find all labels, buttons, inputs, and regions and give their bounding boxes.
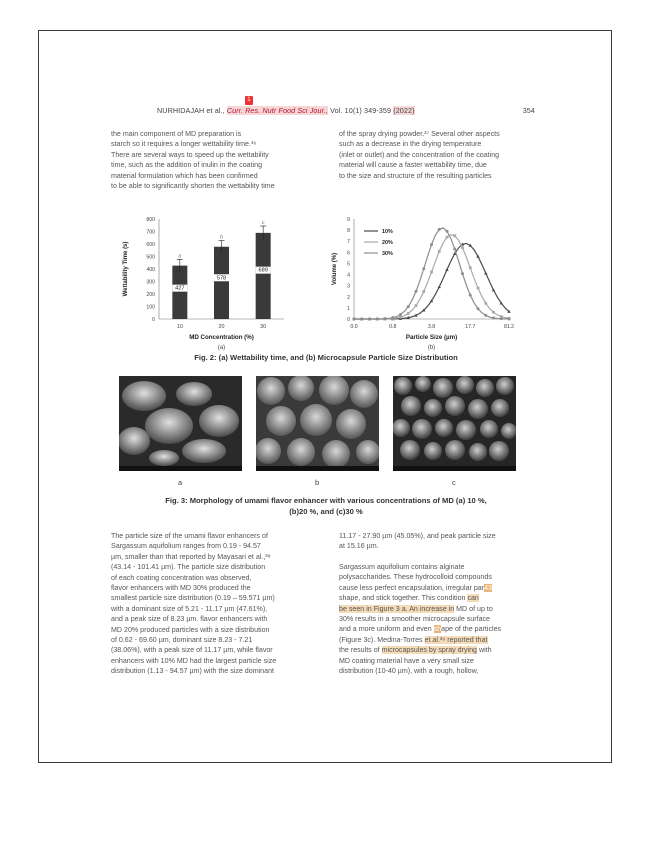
text-span: shape, and stick together. This condition [339,594,468,603]
sem-image-c [393,376,516,471]
text-line: to be able to significantly shorten the wettability time [111,182,275,191]
sem-micrograph-c [393,376,516,471]
text-line: such as a decrease in the drying temperature [339,140,482,149]
legend-label: 30% [382,251,393,257]
text-line: with a dominant size of 5.21 - 11.17 µm (47.61%), [111,604,268,613]
text-span: cause less perfect encapsulation, irregular par [339,583,485,592]
text-span: and a more uniform and even [339,625,434,634]
legend-label: 10% [382,229,393,235]
data-point [453,234,456,237]
annotation-marker[interactable]: sh [433,625,442,634]
x-tick-label: 10 [176,324,183,330]
text-line [339,645,555,655]
x-tick-label: 17.7 [465,324,476,330]
highlighted-text[interactable]: et al.³⁹ reported that [424,635,488,644]
y-tick-label: 1 [347,305,350,312]
x-tick-label: 3.8 [427,324,436,330]
header-journal[interactable]: Curr. Res. Nutr Food Sci Jour., [226,106,329,115]
significance-label: c [261,220,265,226]
y-tick-label: 0 [347,317,350,323]
header-authors: NURHIDAJAH et al., [157,106,225,115]
highlighted-text[interactable]: be seen in Figure 3 a. An [339,604,420,613]
text-line [339,624,555,634]
text-line: Sargassum aquifolium ranges from 0.19 - 94.57 [111,542,261,551]
running-header [39,97,613,117]
text-line: MD coating material have a very small size [339,656,474,665]
bar [172,266,187,319]
text-line: material formulation which has been confirmed [111,171,258,180]
sem-scale-bar [119,466,242,471]
x-tick-label: 0.0 [350,324,358,330]
text-line: starch so it requires a longer wettability time.³⁶ [111,140,257,149]
highlighted-text[interactable]: increase in [419,604,455,613]
series-line [354,235,509,319]
y-axis-title: Wettability Time (s) [123,241,129,297]
intro-paragraph-left [111,129,327,191]
y-tick-label: 0 [152,317,155,323]
data-point [461,272,464,275]
y-tick-label: 400 [146,267,155,273]
y-tick-label: 6 [347,250,350,257]
y-tick-label: 200 [146,292,155,298]
text-line: the main component of MD preparation is [111,130,242,138]
page-number: 354 [522,106,535,115]
text-line: The particle size of the umami flavor enhancers of [111,532,268,540]
figure-2 [117,211,537,351]
y-tick-label: 7 [347,239,350,246]
data-point [492,316,495,319]
data-label: 689 [258,267,268,274]
text-line: (inlet or outlet) and the concentration of the coating [339,150,500,159]
data-point [422,267,425,270]
text-line: enhancers with 10% MD had the largest particle size [111,656,277,665]
panel-label: (b) [427,345,436,351]
intro-paragraph-right [339,129,555,181]
document-page [38,30,612,763]
text-line: material will cause a faster wettability time, due [339,161,487,170]
figure-2-caption: Fig. 2: (a) Wettability time, and (b) Microcapsule Particle Size Distribution [194,353,458,362]
y-tick-label: 500 [146,254,155,261]
data-point [477,307,480,310]
bar [256,233,271,319]
text-line: distribution (1.13 - 94.57 µm) with the size dominant [111,667,274,676]
text-line: of each coating concentration was observed, [111,573,252,582]
legend-label: 20% [382,240,393,246]
y-tick-label: 4 [347,272,350,279]
sem-micrograph-b [256,376,379,471]
y-tick-label: 5 [347,261,350,268]
y-axis-title: Volume (%) [332,252,338,286]
wettability-bar-chart [117,211,317,351]
sem-scale-bar [393,466,516,471]
data-point [492,311,495,314]
y-tick-label: 3 [347,283,350,290]
data-label: 578 [216,275,227,282]
text-line: of 0.62 - 69.60 µm, dominant size 8.23 - 7.21 [111,636,253,645]
data-point [453,248,456,251]
text-line: smallest particle size distribution (0.19 – 59.571 µm) [111,594,275,603]
data-point [376,317,379,320]
text-line [339,635,555,645]
sem-image-b [256,376,379,471]
data-point [508,317,511,320]
y-tick-label: 600 [146,242,155,248]
text-line: MD 20% produced particles with a size distribution [111,625,270,634]
text-line [339,593,555,603]
body-paragraph-right [339,562,555,676]
data-point [399,313,402,316]
significance-label: a [178,253,182,260]
text-span: with [477,646,492,655]
annotation-marker[interactable]: 43 [484,583,492,592]
data-point [484,302,487,305]
data-point [477,287,480,290]
data-point [446,236,449,239]
bar [214,247,229,319]
text-line: and a peak size of 8.23 µm. flavor enhancers with [111,615,268,624]
sem-scale-bar [256,466,379,471]
data-point [484,314,487,317]
data-point [353,317,356,320]
x-axis-title: MD Concentration (%) [189,334,254,341]
y-tick-label: 2 [347,294,350,301]
header-volume: Vol. 10(1) 349-359 [330,106,392,115]
data-point [438,250,441,253]
sem-label-b: b [315,478,320,487]
text-line: 30% results in a smoother microcapsule surface [339,615,491,624]
annotation-marker[interactable]: 1 [245,96,253,105]
header-year[interactable]: (2022) [393,106,415,115]
y-tick-label: 800 [146,217,155,223]
data-point [360,317,363,320]
highlighted-text[interactable]: can [467,594,479,603]
data-point [391,316,394,319]
data-point [415,290,418,293]
sem-micrograph-a [119,376,242,471]
data-point [430,271,433,274]
data-point [407,305,410,308]
text-line: polysaccharides. These hydrocolloid compounds [339,573,492,582]
data-point [430,243,433,246]
text-line: of the spray drying powder.³⁷ Several other aspects [339,130,500,138]
text-line: at 15.16 µm. [339,542,379,551]
data-point [469,294,472,297]
series-line [354,244,509,319]
text-span: the results of [339,646,382,655]
data-point [469,266,472,269]
sem-image-a [119,376,242,471]
data-point [422,290,425,293]
text-line: Sargassum aquifolium contains alginate [339,563,465,571]
text-line: There are several ways to speed up the wettability [111,150,269,159]
x-tick-label: 30 [260,324,267,330]
x-tick-label: 0.8 [389,324,397,330]
text-span: (Figure 3c). Medina-Torres [339,635,425,644]
body-paragraph-left [111,531,327,677]
text-line: 11.17 - 27.90 µm (45.05%), and peak particle size [339,532,496,540]
data-point [438,228,441,231]
text-line: to the size and structure of the resulting particles [339,171,492,180]
text-line: µm, smaller than that reported by Mayasari et al.,³⁸ [111,552,271,561]
y-tick-label: 9 [347,217,350,223]
data-point [407,312,410,315]
data-point [368,317,371,320]
panel-label: (a) [217,345,226,351]
text-line: flavor enhancers with MD 30% produced the [111,584,251,593]
text-line: distribution (10-40 µm), with a rough, hollow, [339,667,479,676]
figure-3-caption-line1: Fig. 3: Morphology of umami flavor enhancer with various concentrations of MD (a) 10 %, [165,496,487,505]
data-label: 427 [175,285,185,292]
body-paragraph-right-top [339,531,555,552]
sem-label-c: c [452,478,456,487]
x-tick-label: 81.2 [503,324,515,330]
data-point [384,317,387,320]
text-span: MD of up to [454,604,493,613]
data-point [446,230,449,233]
sem-label-a: a [178,478,183,487]
text-line: (43.14 - 101.41 µm). The particle size distribution [111,563,266,572]
y-tick-label: 700 [146,229,155,236]
figure-3 [119,376,517,471]
header-citation [157,106,415,115]
data-point [415,304,418,307]
data-point [500,317,503,320]
y-tick-label: 300 [146,279,155,286]
x-tick-label: 20 [218,324,225,330]
data-point [399,316,402,319]
text-line: time, such as the addition of inulin in the coating [111,161,263,170]
y-tick-label: 100 [146,304,155,311]
significance-label: b [220,234,223,241]
text-line: (38.06%), with a peak size of 11.17 µm, while flavor [111,646,273,655]
figure-3-caption-line2: (b)20 %, and (c)30 % [289,507,363,516]
data-point [461,246,464,249]
text-line [339,604,555,614]
x-axis-title: Particle Size (µm) [405,334,458,341]
text-line [339,583,555,593]
highlighted-text[interactable]: microcapsules by spray drying [381,646,478,655]
y-tick-label: 8 [347,228,350,235]
text-span: ape of the particles [441,625,502,634]
particle-size-line-chart [332,211,522,351]
